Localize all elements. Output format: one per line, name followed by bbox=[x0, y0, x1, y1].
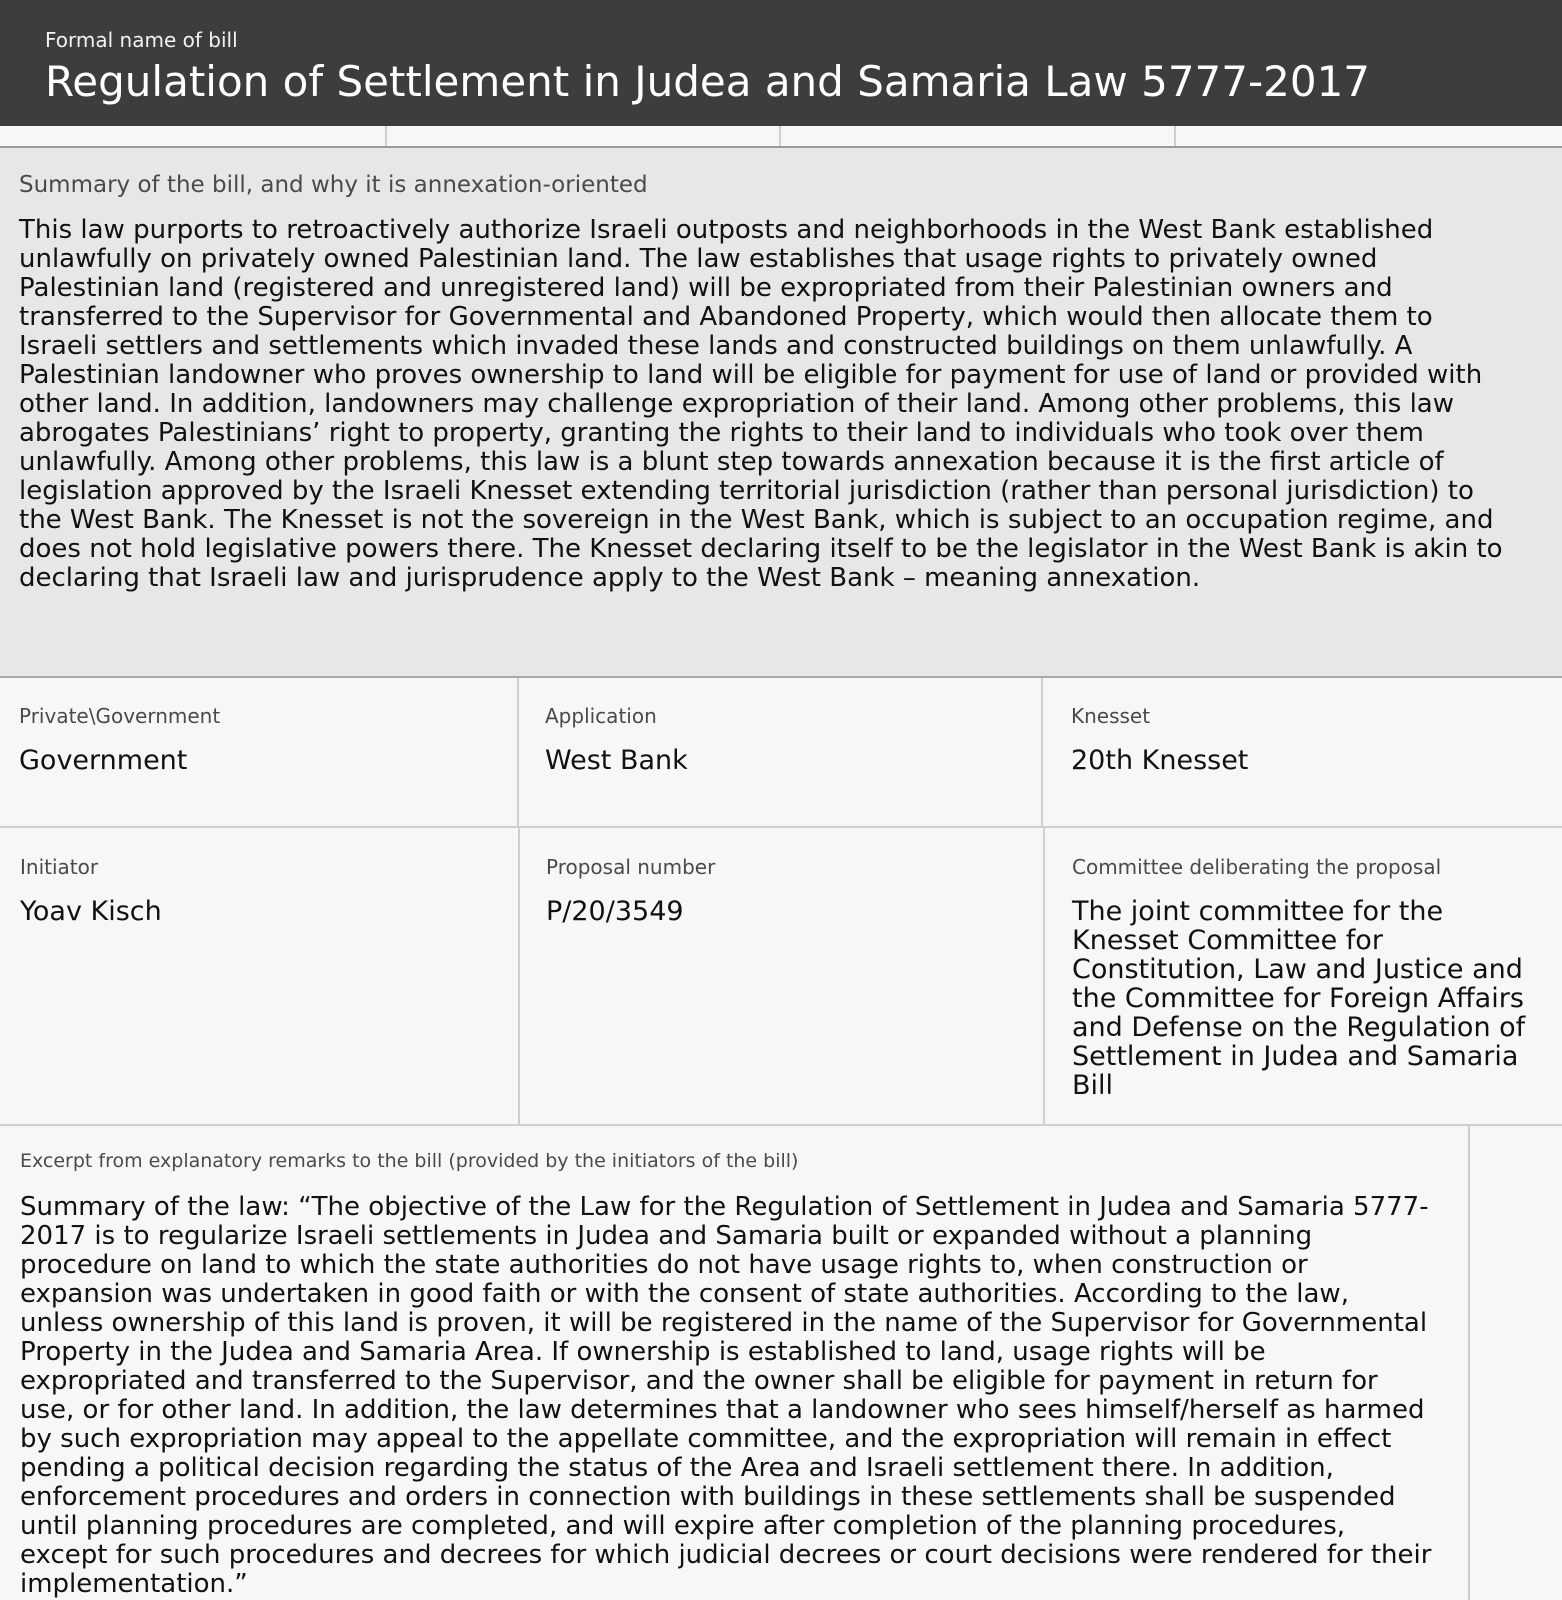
bill-header bbox=[0, 0, 1562, 126]
tab-divider bbox=[385, 126, 387, 146]
application-cell bbox=[519, 678, 1041, 826]
excerpt-text: Summary of the law: “The objective of the Law for the Regulation of Settlement in Judea and Samaria 5777-2017 is to regularize Israeli settlements in Judea and Samaria built or expanded without a planning procedure on land to which the state authorities do not have usage rights to, when construction or expansion was undertaken in good faith or with the consent of state authorities. According to the law, unless ownership of this land is proven, it will be registered in the name of the Supervisor for Governmental Property in the Judea and Samaria Area. If ownership is established to land, usage rights will be expropriated and transferred to the Supervisor, and the owner shall be eligible for payment in return for use, or for other land. In addition, the law determines that a landowner who sees himself/herself as harmed by such expropriation may appeal to the appellate committee, and the expropriation will remain in effect pending a political decision regarding the status of the Area and Israeli settlement there. In addition, enforcement procedures and orders in connection with buildings in these settlements shall be suspended until planning procedures are completed, and will expire after completion of the planning procedures, except for such procedures and decrees for which judicial decrees or court decisions were rendered for their implementation.” bbox=[20, 1192, 1432, 1599]
committee-label: Committee deliberating the proposal bbox=[1072, 855, 1442, 879]
row-divider bbox=[0, 1124, 1562, 1126]
column-divider bbox=[1041, 678, 1043, 826]
private-government-label: Private\Government bbox=[19, 704, 221, 728]
application-label: Application bbox=[545, 704, 657, 728]
private-government-cell bbox=[0, 678, 517, 826]
knesset-cell bbox=[1043, 678, 1562, 826]
excerpt-right-divider bbox=[1468, 1126, 1470, 1600]
proposal-number-value: P/20/3549 bbox=[546, 896, 684, 927]
knesset-label: Knesset bbox=[1071, 704, 1151, 728]
proposal-number-label: Proposal number bbox=[546, 855, 716, 879]
summary-text: This law purports to retroactively authorize Israeli outposts and neighborhoods in the West Bank established unlawfully on privately owned Palestinian land. The law establishes that usage rights to privately owned Palestinian land (registered and unregistered land) will be expropriated from their Palestinian owners and transferred to the Supervisor for Governmental and Abandoned Property, which would then allocate them to Israeli settlers and settlements which invaded these lands and constructed buildings on them unlawfully. A Palestinian landowner who proves ownership to land will be eligible for payment for use of land or provided with other land. In addition, landowners may challenge expropriation of their land. Among other problems, this law abrogates Palestinians’ right to property, granting the rights to their land to individuals who took over them unlawfully. Among other problems, this law is a blunt step towards annexation because it is the first article of legislation approved by the Israeli Knesset extending territorial jurisdiction (rather than personal jurisdiction) to the West Bank. The Knesset is not the sovereign in the West Bank, which is subject to an occupation regime, and does not hold legislative powers there. The Knesset declaring itself to be the legislator in the West Bank is akin to declaring that Israeli law and jurisprudence apply to the West Bank – meaning annexation. bbox=[19, 215, 1503, 593]
proposal-number-cell bbox=[520, 828, 1043, 1124]
tab-divider bbox=[1174, 126, 1176, 146]
knesset-value: 20th Knesset bbox=[1071, 745, 1249, 776]
summary-section bbox=[0, 148, 1562, 678]
tab-divider bbox=[779, 126, 781, 146]
initiator-label: Initiator bbox=[20, 855, 99, 879]
excerpt-label: Excerpt from explanatory remarks to the bill (provided by the initiators of the bill) bbox=[20, 1150, 799, 1172]
private-government-value: Government bbox=[19, 745, 188, 776]
column-divider bbox=[518, 828, 520, 1124]
committee-cell bbox=[1045, 828, 1562, 1124]
summary-label: Summary of the bill, and why it is annexation-oriented bbox=[19, 172, 648, 198]
initiator-cell bbox=[0, 828, 518, 1124]
column-divider bbox=[517, 678, 519, 826]
initiator-value: Yoav Kisch bbox=[20, 896, 162, 927]
application-value: West Bank bbox=[545, 745, 688, 776]
formal-name-label: Formal name of bill bbox=[45, 28, 238, 52]
committee-value: The joint committee for the Knesset Committee for Constitution, Law and Justice and the Committee for Foreign Affairs and Defense on the Regulation of Settlement in Judea and Samaria Bill bbox=[1072, 896, 1526, 1101]
bill-title: Regulation of Settlement in Judea and Samaria Law 5777-2017 bbox=[45, 57, 1371, 106]
column-divider bbox=[1043, 828, 1045, 1124]
tab-strip bbox=[0, 126, 1562, 148]
